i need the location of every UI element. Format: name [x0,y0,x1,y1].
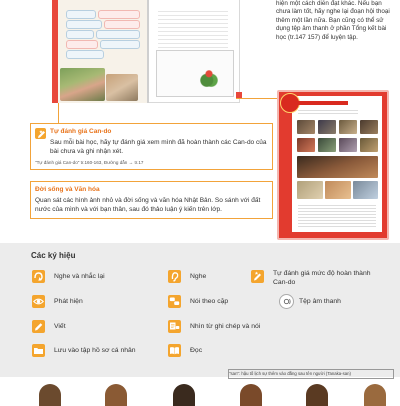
textbook-right-page-box [156,50,234,97]
culture-photo [339,120,357,134]
instruction-text: hiện một cách diễn đạt khác. Nếu bạn chưa làm tốt, hãy nghe lại đoạn hội thoại thêm một lần nữa. Bạn cũng có thể sử dụng tệp âm thanh ở phần Tổng kết bài học (tr.147 157) để luyện tập. [276,0,390,41]
culture-photo [297,138,315,152]
footnote-box [228,369,394,379]
legend-label: Nghe [190,273,207,280]
legend-title: Các ký hiệu [31,251,76,260]
dialog-bubble [66,20,102,29]
can-do-pencil-icon [35,128,46,139]
legend-label: Tự đánh giá mức độ hoàn thành Can-do [273,270,371,286]
character-avatar [240,384,262,406]
culture-callout-title: Đời sống và Văn hóa [35,186,100,193]
can-do-callout-note: "Tự đánh giá Can-do" tr.160-163, Đường dẫn → tr.17 [35,160,144,165]
dialog-bubble [66,40,98,49]
eye-icon [32,295,45,308]
kadomatsu-illustration [198,66,220,92]
culture-callout-body: Quan sát các hình ảnh nhỏ và đời sống và văn hóa Nhật Bản. So sánh với đất nước của mình và với bạn thân, sau đó thảo luận ý kiến trên lớp. [35,197,261,213]
culture-badge-icon [280,93,300,113]
character-avatar [306,384,328,406]
culture-photo [325,181,351,199]
dialog-bubble [66,30,94,39]
textbook-red-edge [52,0,58,103]
character-avatar [39,384,61,406]
audio-disc-icon [279,294,294,309]
book-icon [168,344,181,357]
pair-talk-icon [168,295,181,308]
legend-label: Phát hiện [54,298,83,305]
legend-label: Nhìn từ ghi chép và nói [190,323,261,330]
character-avatar [364,384,386,406]
textbook-right-page-text [158,8,228,48]
dialog-bubble [98,10,140,19]
can-do-callout [30,123,273,170]
legend-label: Tệp âm thanh [299,298,341,305]
culture-photo [318,120,336,134]
memo-talk-icon [168,320,181,333]
character-avatar [105,384,127,406]
culture-page-text [298,108,358,116]
culture-photo [360,138,378,152]
ear-icon [168,270,181,283]
culture-photo [353,181,378,199]
legend-label: Lưu vào tập hồ sơ cá nhân [54,347,136,354]
dialog-bubble [96,30,140,39]
dialog-bubble [100,40,140,49]
callout-connector [236,98,278,99]
culture-photo [360,120,378,134]
can-do-pencil-icon [251,270,264,283]
legend-section [0,243,400,377]
dialog-bubble [66,10,96,19]
culture-page-text [298,203,376,227]
legend-label: Viết [54,323,66,330]
san-footnote: "san": hậu tố lịch sự thêm vào đằng sau tên người (Tanaka-san) [229,371,351,376]
can-do-callout-title: Tự đánh giá Can-do [50,128,112,135]
folder-icon [32,344,45,357]
culture-page-title-bar [298,101,348,105]
culture-photo [339,138,357,152]
people-photo [60,68,105,101]
can-do-callout-body: Sau mỗi bài học, hãy tự đánh giá xem mình đã hoàn thành các Can-do của bài chưa và ghi nhận xét. [50,139,267,155]
callout-connector [58,103,59,123]
culture-photo [318,138,336,152]
listen-repeat-icon [32,270,45,283]
legend-label: Nghe và nhắc lại [54,273,105,280]
legend-label: Đọc [190,347,203,354]
culture-large-photo [297,156,378,178]
culture-photo [297,120,315,134]
textbook-spine [147,0,149,103]
pencil-icon [32,320,45,333]
culture-callout [30,181,273,219]
character-avatar [173,384,195,406]
dialog-bubble [104,20,140,29]
dialog-bubble [66,50,104,59]
culture-photo [297,181,323,199]
legend-label: Nói theo cặp [190,298,229,305]
group-photo [106,74,138,101]
